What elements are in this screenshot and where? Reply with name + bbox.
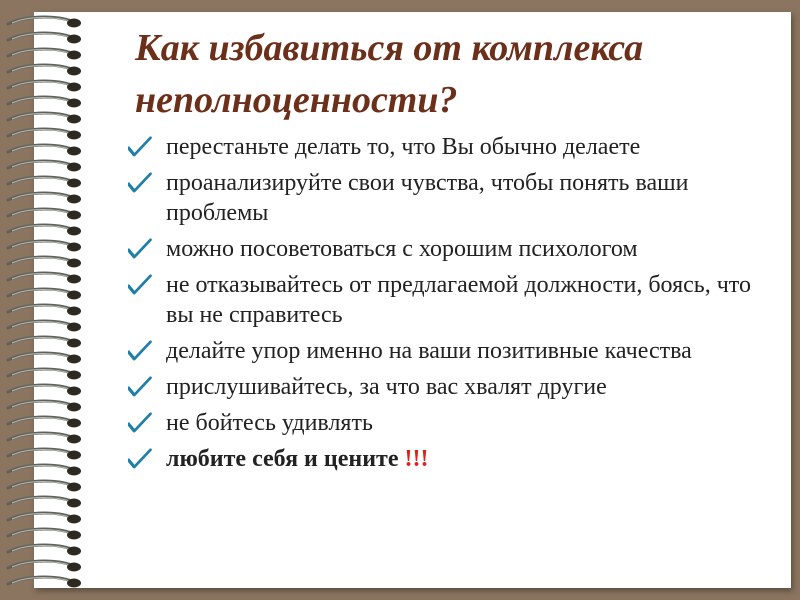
spiral-ring: [8, 257, 81, 268]
page-title: [135, 22, 755, 126]
spiral-ring: [8, 401, 81, 412]
checkmark-icon: [128, 134, 154, 160]
spiral-ring: [8, 209, 81, 220]
list-item-text: любите себя и цените: [166, 446, 399, 472]
spiral-ring: [8, 113, 81, 124]
list-item-text: делайте упор именно на ваши позитивные качества: [166, 338, 692, 364]
spiral-ring: [8, 369, 81, 380]
title-line-2: неполноценности?: [135, 79, 458, 121]
checkmark-icon: [128, 272, 154, 298]
spiral-ring: [8, 337, 81, 348]
spiral-ring: [8, 561, 81, 572]
checkmark-icon: [128, 410, 154, 436]
spiral-ring: [8, 417, 81, 428]
list-item: [128, 444, 778, 474]
spiral-ring: [8, 545, 81, 556]
list-item: [128, 408, 778, 438]
spiral-ring: [8, 353, 81, 364]
list-item: [128, 132, 778, 162]
spiral-ring: [8, 449, 81, 460]
spiral-ring: [8, 273, 81, 284]
list-item: [128, 336, 778, 366]
list-item-text: не отказывайтесь от предлагаемой должности, боясь, что вы не справитесь: [166, 272, 751, 328]
list-item-text: прислушивайтесь, за что вас хвалят другие: [166, 374, 607, 400]
spiral-ring: [8, 81, 81, 92]
spiral-ring: [8, 65, 81, 76]
spiral-ring: [8, 385, 81, 396]
spiral-ring: [8, 481, 81, 492]
tips-list: [128, 132, 778, 480]
list-item: [128, 270, 778, 330]
list-item-text: перестаньте делать то, что Вы обычно делаете: [166, 134, 641, 160]
title-line-1: Как избавиться от комплекса: [135, 27, 644, 69]
spiral-ring: [8, 145, 81, 156]
spiral-binding-icon: [0, 10, 100, 595]
checkmark-icon: [128, 446, 154, 472]
spiral-ring: [8, 577, 81, 588]
list-item-text: проанализируйте свои чувства, чтобы понять ваши проблемы: [166, 170, 689, 226]
spiral-ring: [8, 289, 81, 300]
spiral-ring: [8, 433, 81, 444]
checkmark-icon: [128, 170, 154, 196]
spiral-ring: [8, 529, 81, 540]
spiral-ring: [8, 33, 81, 44]
spiral-ring: [8, 161, 81, 172]
spiral-ring: [8, 497, 81, 508]
spiral-ring: [8, 97, 81, 108]
spiral-ring: [8, 305, 81, 316]
list-item: [128, 234, 778, 264]
emphasis-mark: !!!: [404, 446, 429, 472]
spiral-ring: [8, 225, 81, 236]
list-item-text: можно посоветоваться с хорошим психологом: [166, 236, 638, 262]
checkmark-icon: [128, 338, 154, 364]
spiral-ring: [8, 17, 81, 28]
spiral-ring: [8, 321, 81, 332]
spiral-ring: [8, 241, 81, 252]
spiral-ring: [8, 513, 81, 524]
list-item: [128, 372, 778, 402]
spiral-ring: [8, 129, 81, 140]
spiral-ring: [8, 193, 81, 204]
list-item: [128, 168, 778, 228]
spiral-ring: [8, 465, 81, 476]
checkmark-icon: [128, 236, 154, 262]
list-item-text: не бойтесь удивлять: [166, 410, 373, 436]
spiral-ring: [8, 49, 81, 60]
spiral-ring: [8, 177, 81, 188]
checkmark-icon: [128, 374, 154, 400]
